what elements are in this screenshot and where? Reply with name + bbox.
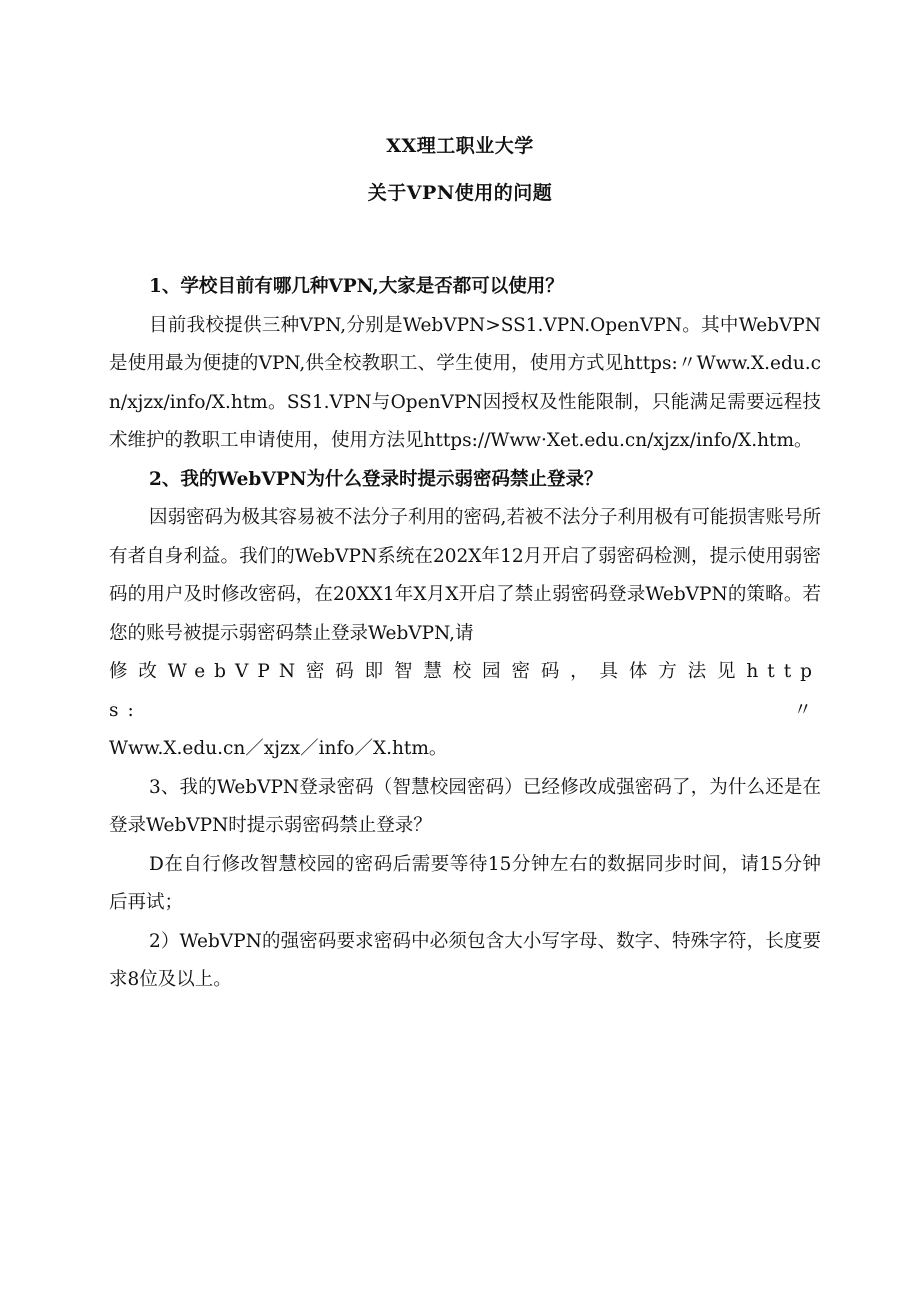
answer-3-item1: D在自行修改智慧校园的密码后需要等待15分钟左右的数据同步时间，请15分钟后再试； [109, 853, 821, 913]
answer-2-part3: Www.X.edu.cn／xjzx／info／X.htm。 [109, 738, 448, 759]
question-1: 1、学校目前有哪几种VPN,大家是否都可以使用？ [149, 276, 564, 297]
question-3: 3、我的WebVPN登录密码（智慧校园密码）已经修改成强密码了，为什么还是在登录WebVPN时提示弱密码禁止登录？ [109, 776, 821, 836]
document-body [109, 268, 821, 1000]
answer-2-part1: 因弱密码为极其容易被不法分子利用的密码,若被不法分子利用极有可能损害账号所有者自身利益。我们的WebVPN系统在202X年12月开启了弱密码检测，提示使用弱密码的用户及时修改密码，在20XX1年X月X开启了禁止弱密码登录WebVPN的策略。若您的账号被提示弱密码禁止登录WebVPN,请 [109, 507, 821, 644]
document-title-topic: 关于VPN使用的问题 [367, 182, 553, 204]
answer-2-part2: 修改WebVPN密码即智慧校园密码，具体方法见https:〃 [109, 661, 821, 721]
question-2: 2、我的WebVPN为什么登录时提示弱密码禁止登录？ [149, 468, 603, 490]
answer-1: 目前我校提供三种VPN,分别是WebVPN>SS1.VPN.OpenVPN。其中WebVPN是使用最为便捷的VPN,供全校教职工、学生使用，使用方式见https:〃Www.X.edu.cn/xjzx/info/X.htm。SS1.VPN与OpenVPN因授权及性能限制，只能满足需要远程技术维护的教职工申请使用，使用方法见https://Www·Xet.edu.cn/xjzx/info/X.htm。 [109, 314, 821, 451]
document-title-school: XX理工职业大学 [386, 135, 534, 157]
answer-3-item2: 2）WebVPN的强密码要求密码中必须包含大小写字母、数字、特殊字符，长度要求8位及以上。 [109, 930, 821, 990]
